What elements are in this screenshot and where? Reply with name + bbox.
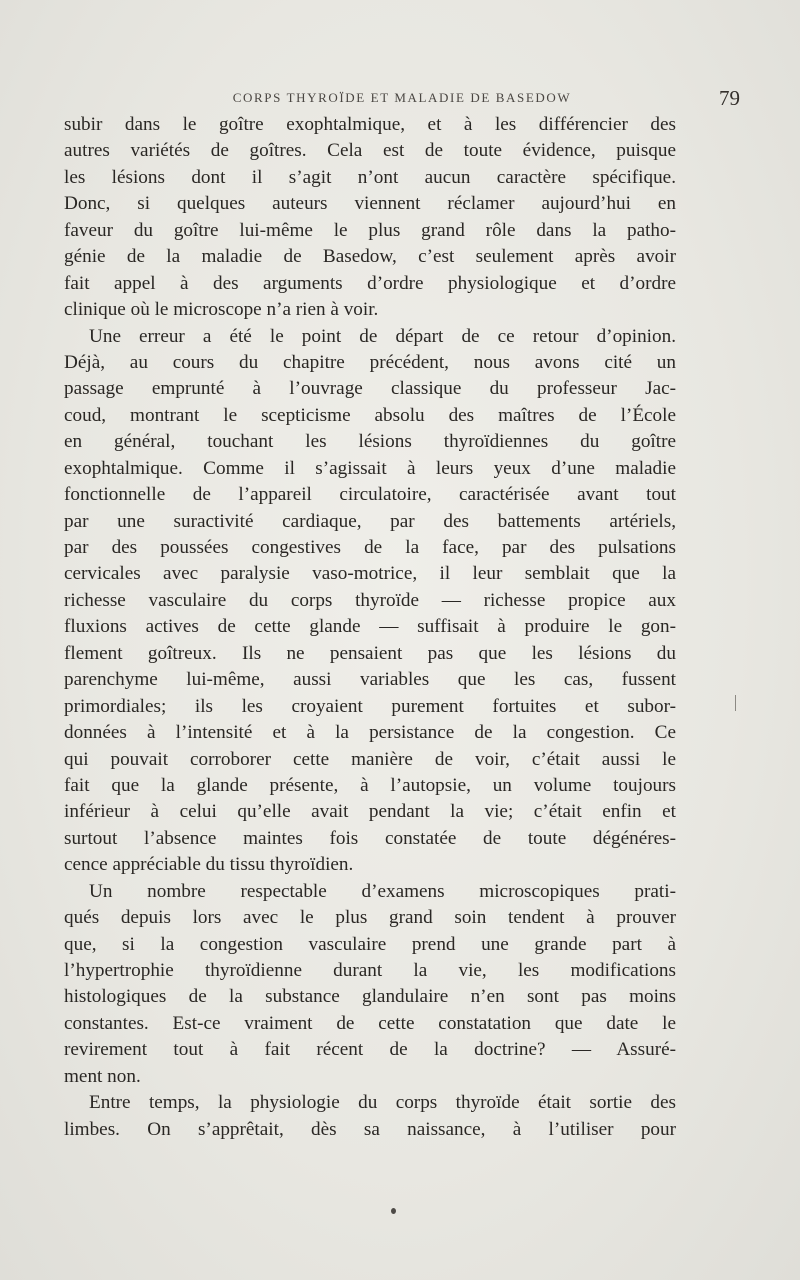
- page-number: 79: [719, 86, 740, 110]
- text-line: par une suractivité cardiaque, par des battements artériels,: [64, 510, 676, 532]
- text-line: passage emprunté à l’ouvrage classique du professeur Jac-: [64, 378, 676, 400]
- text-line: qui pouvait corroborer cette manière de voir, c’était aussi le: [64, 748, 676, 770]
- running-title: CORPS THYROÏDE ET MALADIE DE BASEDOW: [232, 90, 572, 105]
- text-line: les lésions dont il s’agit n’ont aucun caractère spécifique.: [64, 166, 676, 188]
- text-line: fait que la glande présente, à l’autopsie, un volume toujours: [64, 774, 676, 796]
- text-line: Donc, si quelques auteurs viennent réclamer aujourd’hui en: [64, 193, 676, 215]
- text-line: autres variétés de goîtres. Cela est de toute évidence, puisque: [64, 140, 676, 162]
- text-line: fait appel à des arguments d’ordre physiologique et d’ordre: [64, 272, 676, 294]
- text-line: ment non.: [64, 1065, 141, 1087]
- running-head: [64, 86, 740, 110]
- text-line: Déjà, au cours du chapitre précédent, nous avons cité un: [64, 351, 676, 373]
- text-line: qués depuis lors avec le plus grand soin tendent à prouver: [64, 907, 676, 929]
- text-line: constantes. Est-ce vraiment de cette constatation que date le: [64, 1012, 676, 1034]
- text-line: subir dans le goître exophtalmique, et à les différencier des: [64, 114, 676, 135]
- text-line: que, si la congestion vasculaire prend une grande part à: [64, 933, 676, 955]
- text-line: flement goîtreux. Ils ne pensaient pas que les lésions du: [64, 642, 676, 664]
- text-line: primordiales; ils les croyaient purement fortuites et subor-: [64, 695, 676, 717]
- ink-dot: [391, 1208, 396, 1214]
- text-line: Entre temps, la physiologie du corps thyroïde était sortie des: [89, 1092, 676, 1114]
- text-line: Un nombre respectable d’examens microscopiques prati-: [89, 880, 676, 902]
- text-line: richesse vasculaire du corps thyroïde — richesse propice aux: [64, 589, 676, 611]
- text-line: surtout l’absence maintes fois constatée de toute dégénéres-: [64, 827, 676, 849]
- text-line: cervicales avec paralysie vaso-motrice, il leur semblait que la: [64, 563, 676, 585]
- text-line: limbes. On s’apprêtait, dès sa naissance, à l’utiliser pour: [64, 1118, 676, 1140]
- text-line: par des poussées congestives de la face, par des pulsations: [64, 537, 676, 558]
- margin-mark: [735, 695, 736, 711]
- text-line: exophtalmique. Comme il s’agissait à leurs yeux d’une maladie: [64, 457, 676, 479]
- text-line: clinique où le microscope n’a rien à voir.: [64, 299, 379, 321]
- text-body: [64, 112, 676, 1143]
- text-line: faveur du goître lui-même le plus grand rôle dans la patho-: [64, 219, 676, 241]
- text-line: revirement tout à fait récent de la doctrine? — Assuré-: [64, 1039, 676, 1061]
- text-line: coud, montrant le scepticisme absolu des maîtres de l’École: [64, 404, 676, 426]
- text-line: histologiques de la substance glandulaire n’en sont pas moins: [64, 986, 676, 1008]
- text-line: en général, touchant les lésions thyroïdiennes du goître: [64, 431, 676, 453]
- text-line: fonctionnelle de l’appareil circulatoire, caractérisée avant tout: [64, 484, 676, 506]
- text-line: données à l’intensité et à la persistance de la congestion. Ce: [64, 722, 676, 744]
- text-line: fluxions actives de cette glande — suffisait à produire le gon-: [64, 616, 676, 638]
- text-line: cence appréciable du tissu thyroïdien.: [64, 854, 354, 876]
- text-line: parenchyme lui-même, aussi variables que les cas, fussent: [64, 669, 676, 691]
- text-line: inférieur à celui qu’elle avait pendant la vie; c’était enfin et: [64, 801, 676, 823]
- text-line: Une erreur a été le point de départ de ce retour d’opinion.: [89, 325, 676, 347]
- text-line: l’hypertrophie thyroïdienne durant la vie, les modifications: [64, 960, 676, 981]
- text-line: génie de la maladie de Basedow, c’est seulement après avoir: [64, 246, 676, 268]
